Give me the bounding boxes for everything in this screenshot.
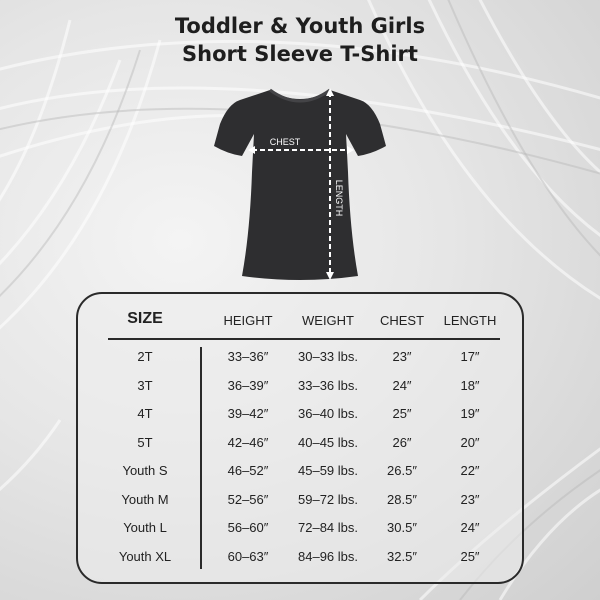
cell-chest: 23″	[392, 349, 412, 364]
cell-chest: 25″	[392, 406, 412, 421]
cell-size: 2T	[137, 349, 153, 364]
cell-chest: 32.5″	[387, 548, 417, 564]
cell-length: 22″	[460, 463, 480, 478]
cell-weight: 36–40 lbs.	[298, 406, 358, 421]
cell-chest: 24″	[392, 377, 412, 393]
cell-chest: 26″	[392, 434, 412, 450]
cell-weight: 30–33 lbs.	[298, 349, 358, 364]
header-weight: WEIGHT	[302, 313, 354, 328]
cell-size: Youth M	[121, 491, 169, 507]
cell-size: 5T	[137, 434, 153, 450]
header-length: LENGTH	[443, 313, 497, 328]
cell-chest: 28.5″	[387, 491, 417, 507]
cell-height: 52–56″	[227, 491, 269, 507]
cell-length: 20″	[460, 434, 480, 450]
cell-chest: 30.5″	[387, 520, 417, 535]
cell-weight: 59–72 lbs.	[298, 491, 358, 507]
cell-height: 39–42″	[227, 406, 269, 421]
length-label: LENGTH	[334, 179, 344, 217]
cell-size: 4T	[137, 406, 153, 421]
cell-length: 23″	[460, 491, 480, 507]
cell-weight: 45–59 lbs.	[298, 463, 358, 478]
cell-length: 17″	[460, 349, 480, 364]
cell-length: 25″	[460, 548, 480, 564]
cell-weight: 84–96 lbs.	[298, 548, 358, 564]
cell-height: 42–46″	[227, 434, 269, 450]
cell-length: 18″	[460, 377, 480, 393]
cell-size: Youth S	[122, 463, 168, 478]
cell-chest: 26.5″	[387, 463, 417, 478]
cell-size: Youth L	[123, 520, 167, 535]
cell-size: 3T	[137, 377, 153, 393]
cell-weight: 33–36 lbs.	[298, 377, 358, 393]
cell-height: 33–36″	[227, 349, 269, 364]
cell-weight: 40–45 lbs.	[298, 434, 358, 450]
page-title-line2: Short Sleeve T-Shirt	[182, 42, 418, 66]
cell-size: Youth XL	[118, 548, 172, 564]
header-height: HEIGHT	[223, 313, 273, 328]
cell-height: 60–63″	[227, 548, 269, 564]
chest-arrow-left	[248, 146, 255, 154]
page-title-line1: Toddler & Youth Girls	[174, 14, 426, 38]
size-column-divider	[200, 347, 202, 569]
tshirt-shape	[214, 90, 386, 280]
cell-height: 56–60″	[227, 520, 269, 535]
chest-arrow-right	[347, 146, 354, 154]
chest-label: CHEST	[269, 137, 301, 147]
cell-height: 46–52″	[227, 463, 269, 478]
header-chest: CHEST	[379, 313, 425, 328]
cell-length: 24″	[460, 520, 480, 535]
cell-length: 19″	[460, 406, 480, 421]
cell-weight: 72–84 lbs.	[298, 520, 358, 535]
header-divider	[108, 338, 500, 340]
tshirt-diagram	[200, 82, 400, 282]
header-size: SIZE	[127, 310, 163, 327]
cell-height: 36–39″	[227, 377, 269, 393]
